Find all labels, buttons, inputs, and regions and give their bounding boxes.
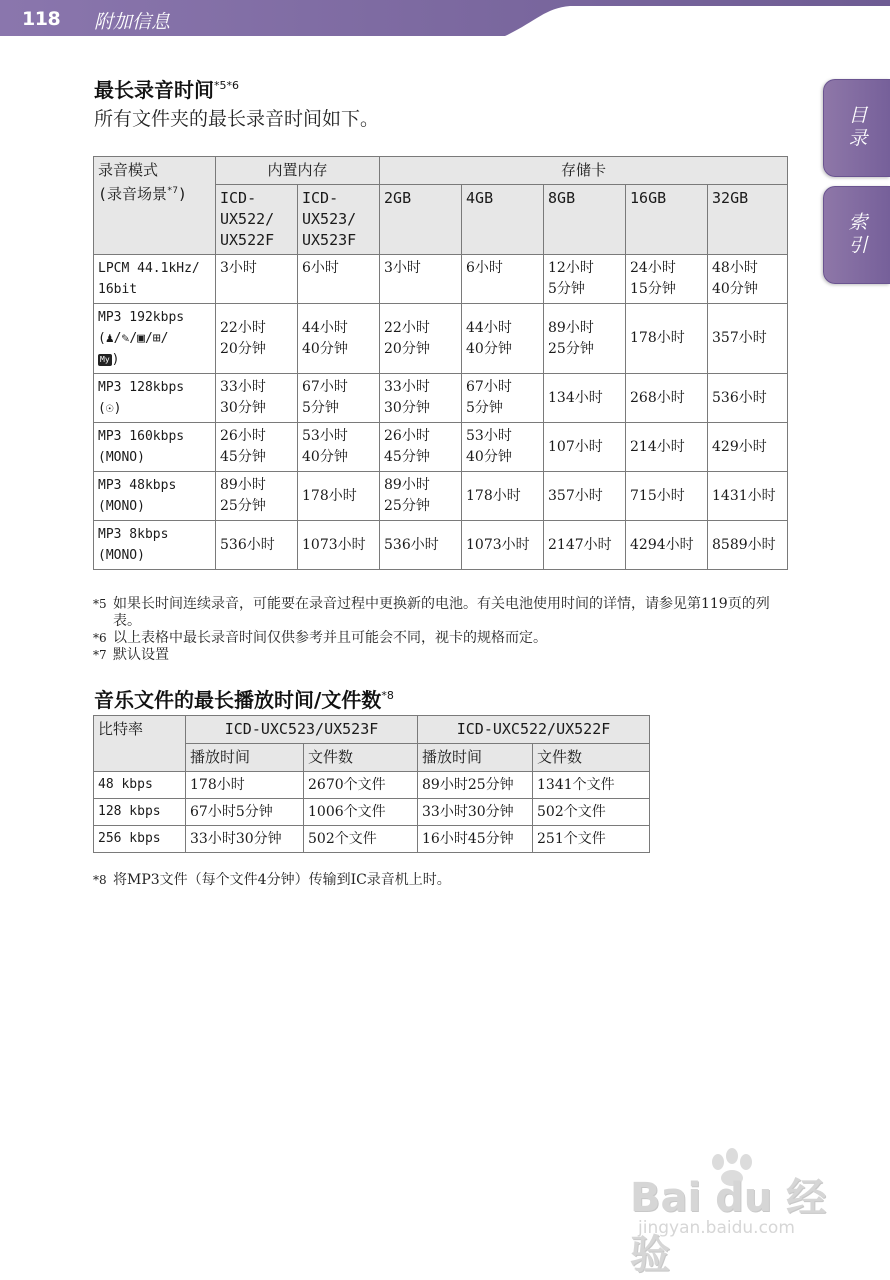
header-bitrate: 比特率 <box>94 716 186 772</box>
row-mode-lpcm: LPCM 44.1kHz/ 16bit <box>94 255 216 304</box>
table-cell: 214小时 <box>626 423 708 472</box>
header-recording-mode <box>94 157 216 255</box>
recording-time-table <box>93 156 788 570</box>
header-bar <box>0 0 890 36</box>
recording-time-title-notes: *5*6 <box>214 79 239 92</box>
table-header-row <box>94 716 650 744</box>
row-mode-mp3-160: MP3 160kbps (MONO) <box>94 423 216 472</box>
table-cell: 3小时 <box>216 255 298 304</box>
table-cell: 357小时 <box>544 472 626 521</box>
recording-time-title: 最长录音时间 <box>94 78 214 102</box>
header-card-2gb: 2GB <box>380 185 462 255</box>
table-cell: 715小时 <box>626 472 708 521</box>
row-mode-mp3-8: MP3 8kbps (MONO) <box>94 521 216 570</box>
music-footnotes <box>93 872 793 889</box>
table-cell: 44小时 40分钟 <box>298 304 380 374</box>
meeting-icon: ♟ <box>105 331 114 346</box>
table-row <box>94 772 650 799</box>
table-row <box>94 521 788 570</box>
header-model-ux523: ICD- UX523/ UX523F <box>298 185 380 255</box>
table-cell: 16小时45分钟 <box>418 826 533 853</box>
table-cell: 178小时 <box>186 772 304 799</box>
header-card-32gb: 32GB <box>708 185 788 255</box>
tab-label-index: 索引 <box>845 212 868 258</box>
music-playback-title: 音乐文件的最长播放时间/文件数 <box>94 688 382 712</box>
table-cell: 12小时 5分钟 <box>544 255 626 304</box>
table-cell: 89小时 25分钟 <box>380 472 462 521</box>
table-cell: 26小时 45分钟 <box>380 423 462 472</box>
footnote: *5 如果长时间连续录音，可能要在录音过程中更换新的电池。有关电池使用时间的详情，请参见第119页的列表。 <box>93 596 770 629</box>
table-row <box>94 799 650 826</box>
table-cell: 67小时5分钟 <box>186 799 304 826</box>
table-cell: 33小时30分钟 <box>186 826 304 853</box>
footnote: *8 将MP3文件（每个文件4分钟）传输到IC录音机上时。 <box>93 872 451 888</box>
table-row <box>94 472 788 521</box>
table-cell: 429小时 <box>708 423 788 472</box>
table-cell: 536小时 <box>708 374 788 423</box>
table-cell: 89小时25分钟 <box>418 772 533 799</box>
watermark-url: jingyan.baidu.com <box>638 1218 795 1238</box>
header-card-8gb: 8GB <box>544 185 626 255</box>
recording-footnotes <box>93 596 793 664</box>
row-bitrate: 128 kbps <box>94 799 186 826</box>
table-row <box>94 374 788 423</box>
baidu-jingyan-watermark <box>630 1148 840 1278</box>
table-row <box>94 255 788 304</box>
table-cell: 536小时 <box>380 521 462 570</box>
section-title: 附加信息 <box>94 11 171 33</box>
table-cell: 502个文件 <box>533 799 650 826</box>
tab-label-toc: 目录 <box>845 105 868 151</box>
table-cell: 107小时 <box>544 423 626 472</box>
table-cell: 6小时 <box>298 255 380 304</box>
lecture-icon: ⊞ <box>152 331 161 346</box>
header-builtin-memory: 内置内存 <box>216 157 380 185</box>
header-model-uxc523: ICD-UXC523/UX523F <box>186 716 418 744</box>
table-cell: 67小时 5分钟 <box>298 374 380 423</box>
header-file-count: 文件数 <box>533 744 650 772</box>
my-scene-icon: My <box>100 355 110 364</box>
table-cell: 357小时 <box>708 304 788 374</box>
table-cell: 1073小时 <box>298 521 380 570</box>
footnote: *6 以上表格中最长录音时间仅供参考并且可能会不同，视卡的规格而定。 <box>93 630 547 646</box>
table-cell: 2147小时 <box>544 521 626 570</box>
music-playback-table <box>93 715 650 853</box>
table-cell: 8589小时 <box>708 521 788 570</box>
table-cell: 1073小时 <box>462 521 544 570</box>
header-mode-label: 录音模式 <box>98 161 159 179</box>
row-mode-mp3-192 <box>94 304 216 374</box>
interview-icon: ▣ <box>137 331 145 346</box>
header-memory-card: 存储卡 <box>380 157 788 185</box>
table-cell: 178小时 <box>626 304 708 374</box>
header-play-time: 播放时间 <box>418 744 533 772</box>
table-cell: 178小时 <box>462 472 544 521</box>
header-file-count: 文件数 <box>304 744 418 772</box>
scene-icons: (♟/✎/▣/⊞/ <box>98 328 211 349</box>
watermark-logo: Bai du 经验 <box>630 1175 827 1278</box>
mode-label: MP3 128kbps <box>98 380 185 395</box>
header-card-4gb: 4GB <box>462 185 544 255</box>
table-cell: 26小时 45分钟 <box>216 423 298 472</box>
music-playback-title-note: *8 <box>381 689 394 702</box>
table-cell: 3小时 <box>380 255 462 304</box>
table-cell: 1006个文件 <box>304 799 418 826</box>
table-of-contents-tab[interactable] <box>823 79 890 177</box>
table-cell: 89小时 25分钟 <box>216 472 298 521</box>
header-model-ux522: ICD- UX522/ UX522F <box>216 185 298 255</box>
header-mode-sub: (录音场景$^{*7}$) <box>98 185 187 203</box>
table-cell: 24小时 15分钟 <box>626 255 708 304</box>
table-cell: 33小时 30分钟 <box>216 374 298 423</box>
table-cell: 1431小时 <box>708 472 788 521</box>
recording-time-heading <box>94 74 239 103</box>
header-model-uxc522: ICD-UXC522/UX522F <box>418 716 650 744</box>
page-number: 118 <box>22 8 61 30</box>
header-play-time: 播放时间 <box>186 744 304 772</box>
voice-memo-icon: ☉ <box>105 401 114 416</box>
table-row <box>94 826 650 853</box>
row-bitrate: 48 kbps <box>94 772 186 799</box>
table-cell: 178小时 <box>298 472 380 521</box>
table-cell: 48小时 40分钟 <box>708 255 788 304</box>
table-cell: 536小时 <box>216 521 298 570</box>
footnote: *7 默认设置 <box>93 647 169 663</box>
table-cell: 33小时 30分钟 <box>380 374 462 423</box>
mode-label: MP3 192kbps <box>98 310 185 325</box>
row-mode-mp3-128 <box>94 374 216 423</box>
recording-intro: 所有文件夹的最长录音时间如下。 <box>94 108 380 130</box>
table-row <box>94 304 788 374</box>
table-cell: 251个文件 <box>533 826 650 853</box>
table-cell: 2670个文件 <box>304 772 418 799</box>
table-cell: 33小时30分钟 <box>418 799 533 826</box>
index-tab[interactable] <box>823 186 890 284</box>
header-card-16gb: 16GB <box>626 185 708 255</box>
music-playback-heading <box>94 684 394 713</box>
table-cell: 4294小时 <box>626 521 708 570</box>
table-cell: 22小时 20分钟 <box>216 304 298 374</box>
table-cell: 67小时 5分钟 <box>462 374 544 423</box>
scene-icons-2: My ) <box>100 352 120 367</box>
row-bitrate: 256 kbps <box>94 826 186 853</box>
row-mode-mp3-48: MP3 48kbps (MONO) <box>94 472 216 521</box>
table-cell: 1341个文件 <box>533 772 650 799</box>
dictation-icon: ✎ <box>121 331 130 346</box>
table-cell: 268小时 <box>626 374 708 423</box>
table-cell: 6小时 <box>462 255 544 304</box>
table-header-row <box>94 157 788 185</box>
table-cell: 502个文件 <box>304 826 418 853</box>
table-cell: 44小时 40分钟 <box>462 304 544 374</box>
scene-icons: (☉) <box>98 398 211 419</box>
table-cell: 22小时 20分钟 <box>380 304 462 374</box>
table-row <box>94 423 788 472</box>
table-cell: 134小时 <box>544 374 626 423</box>
table-cell: 89小时 25分钟 <box>544 304 626 374</box>
table-cell: 53小时 40分钟 <box>462 423 544 472</box>
table-cell: 53小时 40分钟 <box>298 423 380 472</box>
